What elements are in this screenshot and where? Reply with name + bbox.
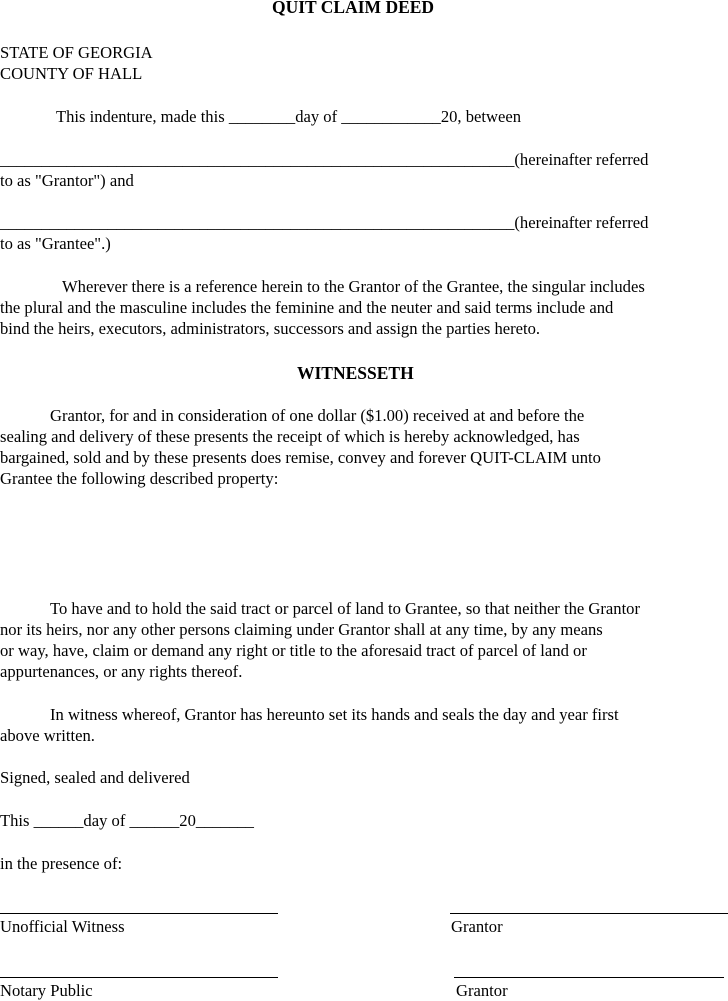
witness-paragraph-line: above written. — [0, 726, 95, 745]
consideration-paragraph-line: bargained, sold and by these presents does remise, convey and forever QUIT-CLAIM unto — [0, 448, 601, 467]
notary-signature-label: Notary Public — [0, 981, 93, 1000]
habendum-paragraph-line: or way, have, claim or demand any right or title to the aforesaid tract of parcel of land or — [0, 641, 587, 660]
consideration-paragraph-line: Grantor, for and in consideration of one dollar ($1.00) received at and before the — [50, 406, 585, 425]
indenture-line: This indenture, made this ________day of ____________20, between — [56, 107, 522, 126]
grantor-signature-label-2: Grantor — [456, 981, 508, 1000]
reference-paragraph-line: Wherever there is a reference herein to the Grantor of the Grantee, the singular includes — [62, 277, 645, 296]
habendum-paragraph-line: nor its heirs, nor any other persons claiming under Grantor shall at any time, by any means — [0, 620, 603, 639]
grantor-signature-label: Grantor — [451, 917, 503, 936]
habendum-paragraph-line: appurtenances, or any rights thereof. — [0, 662, 243, 681]
presence-line: in the presence of: — [0, 854, 123, 873]
grantee-designation: to as "Grantee".) — [0, 234, 111, 253]
witness-signature-line — [0, 913, 278, 914]
signed-sealed-line: Signed, sealed and delivered — [0, 768, 190, 787]
witness-signature-label: Unofficial Witness — [0, 917, 125, 936]
habendum-paragraph-line: To have and to hold the said tract or parcel of land to Grantee, so that neither the Grantor — [50, 599, 641, 618]
reference-paragraph-line: the plural and the masculine includes the feminine and the neuter and said terms include and — [0, 298, 614, 317]
witnesseth-heading: WITNESSETH — [297, 363, 414, 383]
grantor-designation: to as "Grantor") and — [0, 171, 134, 190]
grantee-name-blank: ______________________________________________________________(hereinafter referred — [0, 213, 649, 232]
state-line: STATE OF GEORGIA — [0, 43, 153, 62]
execution-date-line: This ______day of ______20_______ — [0, 811, 254, 830]
county-line: COUNTY OF HALL — [0, 64, 143, 83]
notary-signature-line — [0, 977, 278, 978]
consideration-paragraph-line: Grantee the following described property: — [0, 469, 279, 488]
witness-paragraph-line: In witness whereof, Grantor has hereunto set its hands and seals the day and year first — [50, 705, 619, 724]
grantor-name-blank: ______________________________________________________________(hereinafter referred — [0, 150, 649, 169]
reference-paragraph-line: bind the heirs, executors, administrators, successors and assign the parties hereto. — [0, 319, 541, 338]
document-title: QUIT CLAIM DEED — [272, 0, 435, 17]
grantor-signature-line-2 — [454, 977, 724, 978]
grantor-signature-line — [450, 913, 728, 914]
consideration-paragraph-line: sealing and delivery of these presents the receipt of which is hereby acknowledged, has — [0, 427, 580, 446]
